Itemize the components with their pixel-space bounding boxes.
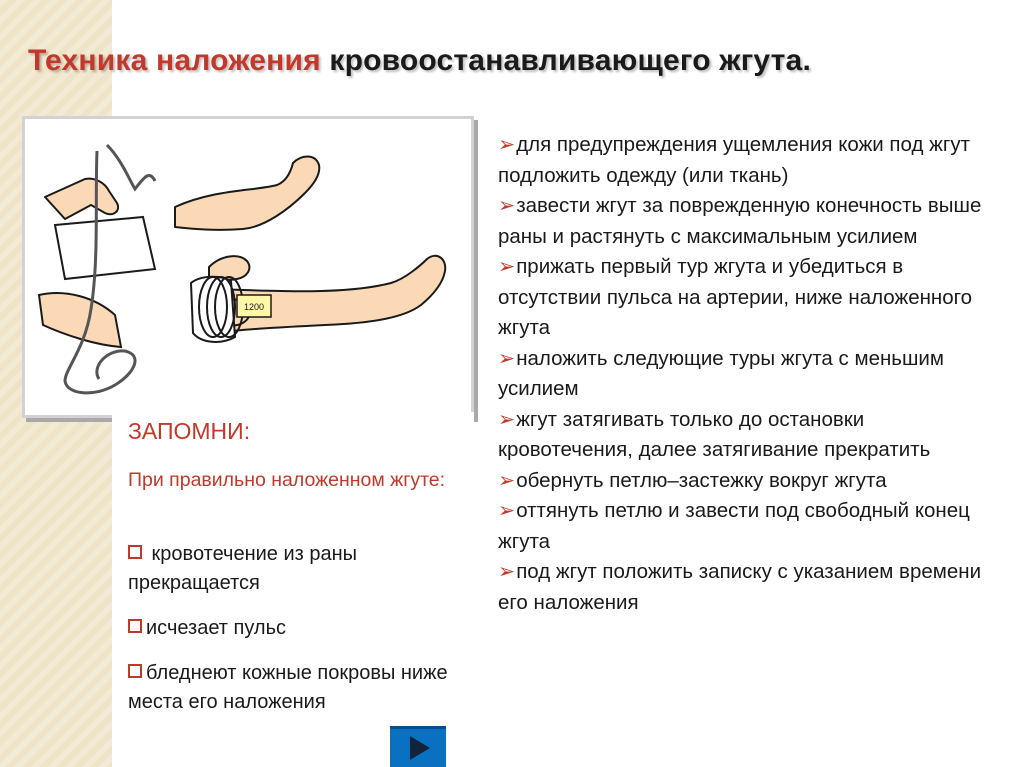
step-text: оттянуть петлю и завести под свободный конец жгута <box>498 499 970 553</box>
step-text: жгут затягивать только до остановки кровотечения, далее затягивание прекратить <box>498 407 931 461</box>
remember-box <box>112 412 474 767</box>
step-item <box>498 405 998 466</box>
play-triangle-icon <box>390 729 446 767</box>
step-text: для предупреждения ущемления кожи под жгут подложить одежду (или ткань) <box>498 133 970 187</box>
arrowhead-bullet-icon: ➢ <box>498 499 516 522</box>
band-label: 1200 <box>243 302 265 312</box>
arrowhead-bullet-icon: ➢ <box>498 194 516 217</box>
step-item <box>498 466 998 497</box>
sign-text: бледнеют кожные покровы ниже места его наложения <box>128 662 448 713</box>
step-text: наложить следующие туры жгута с меньшим усилием <box>498 346 944 400</box>
arrowhead-bullet-icon: ➢ <box>498 346 516 370</box>
remember-heading: ЗАПОМНИ: <box>128 418 251 444</box>
arrowhead-bullet-icon: ➢ <box>498 133 516 156</box>
next-slide-button[interactable] <box>390 726 446 767</box>
remember-intro: При правильно наложенном жгуте: <box>128 469 446 491</box>
sign-item <box>128 659 474 717</box>
sign-item <box>128 540 474 598</box>
arrowhead-bullet-icon: ➢ <box>498 255 516 278</box>
step-item <box>498 130 998 191</box>
step-item <box>498 191 998 252</box>
step-item <box>498 252 998 344</box>
checkbox-icon <box>128 545 142 559</box>
title-rest: кровоостанавливающего жгута. <box>320 44 811 77</box>
checkbox-icon <box>128 619 142 633</box>
step-item <box>498 344 998 405</box>
sign-text: кровотечение из раны прекращается <box>128 543 358 594</box>
step-item <box>498 557 998 618</box>
arrowhead-bullet-icon: ➢ <box>498 407 516 431</box>
signs-list <box>128 540 474 733</box>
arrowhead-bullet-icon: ➢ <box>498 560 516 583</box>
step-text: завести жгут за поврежденную конечность выше раны и растянуть с максимальным усилием <box>498 194 982 248</box>
sign-text: исчезает пульс <box>146 617 286 639</box>
step-text: под жгут положить записку с указанием времени его наложения <box>498 560 982 614</box>
tourniquet-illustration <box>22 116 474 418</box>
slide-title <box>28 44 811 78</box>
tourniquet-illustration-drawing <box>25 119 471 415</box>
step-text: прижать первый тур жгута и убедиться в отсутствии пульса на артерии, ниже наложенного жгута <box>498 255 973 339</box>
step-text: обернуть петлю–застежку вокруг жгута <box>516 468 887 492</box>
step-item <box>498 496 998 557</box>
title-accent: Техника наложения <box>28 44 321 77</box>
sign-item <box>128 614 474 643</box>
tourniquet-steps-list <box>498 130 998 618</box>
arrowhead-bullet-icon: ➢ <box>498 468 516 492</box>
checkbox-icon <box>128 664 142 678</box>
